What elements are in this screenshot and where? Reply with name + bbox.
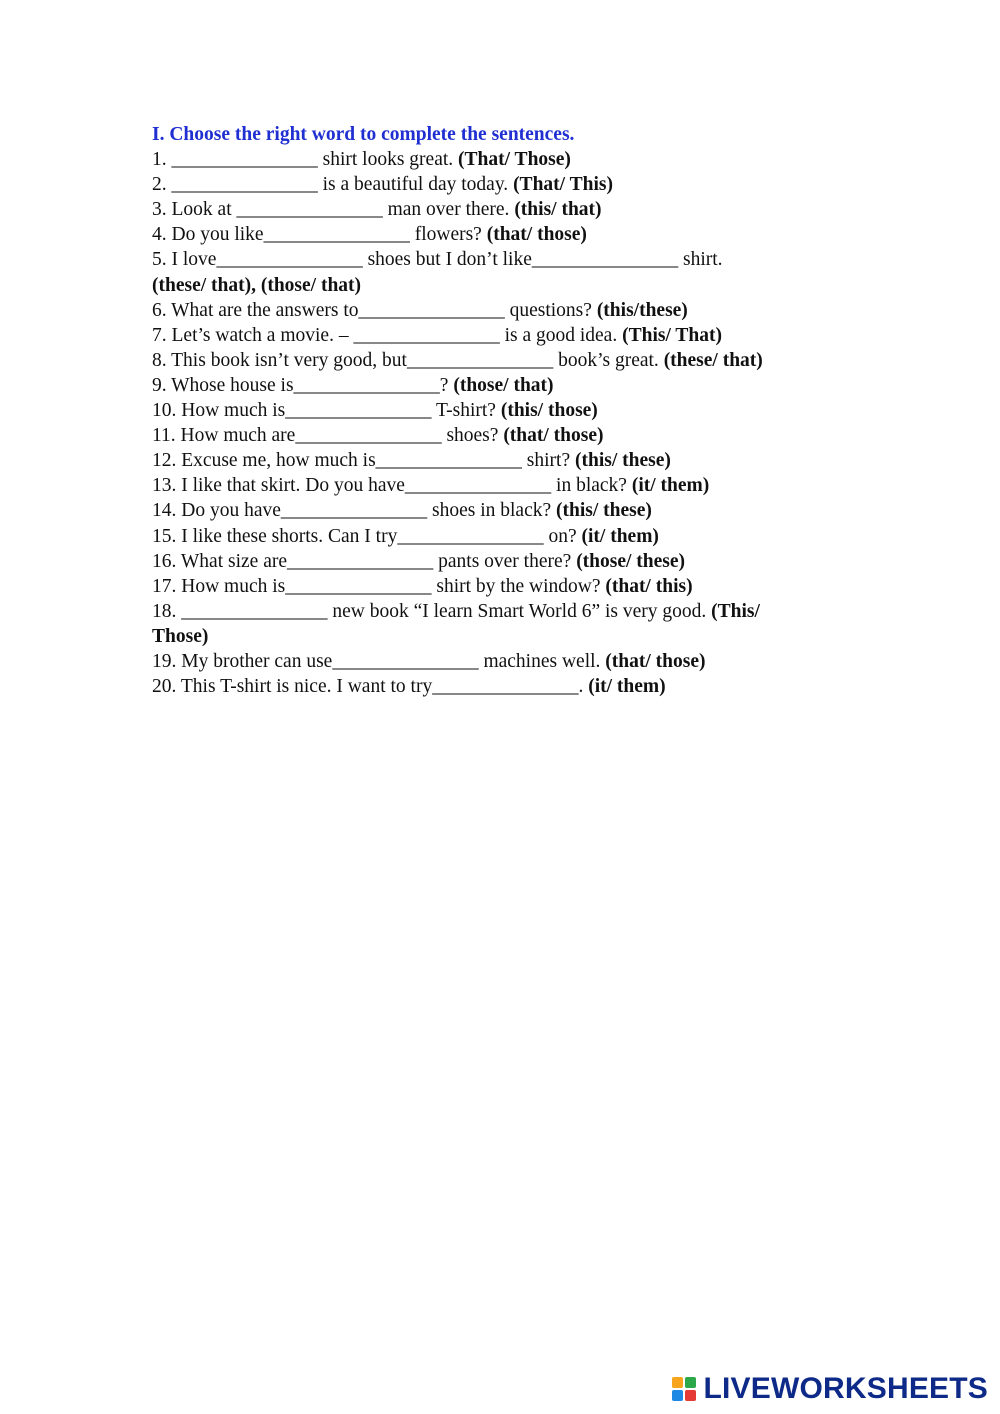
exercise-line [152, 147, 872, 172]
exercise-line [152, 448, 872, 473]
line-options: (it/ them) [581, 525, 659, 547]
line-text: 15. I like these shorts. Can I try_______________ on? [152, 525, 582, 547]
exercise-line [152, 674, 872, 699]
logo-square-3 [672, 1390, 683, 1401]
exercise-line [152, 222, 872, 247]
liveworksheets-logo-icon [672, 1377, 696, 1401]
line-text: 6. What are the answers to_______________ questions? [152, 299, 597, 321]
line-options: (these/ that) [663, 349, 763, 371]
logo-square-1 [672, 1377, 683, 1388]
line-text: 3. Look at _______________ man over there. [152, 199, 515, 221]
line-options: (that/ those) [605, 650, 706, 672]
line-text: 2. _______________ is a beautiful day today. [152, 174, 514, 196]
logo-square-2 [685, 1377, 696, 1388]
liveworksheets-logo [672, 1372, 989, 1406]
exercise-line [152, 373, 872, 398]
line-options: (this/ that) [514, 199, 602, 221]
exercise-line [152, 197, 872, 222]
line-options: (this/ these) [575, 450, 671, 472]
line-text: 10. How much is_______________ T-shirt? [152, 400, 501, 422]
logo-text: LIVEWORKSHEETS [703, 1372, 988, 1405]
exercise-line [152, 298, 872, 323]
line-text: 14. Do you have_______________ shoes in black? [152, 500, 557, 522]
line-text: 20. This T-shirt is nice. I want to try_______________. [152, 676, 589, 698]
line-options: (those/ these) [576, 550, 686, 572]
exercise-line [152, 423, 872, 448]
line-options: Those) [152, 625, 209, 647]
line-options: (it/ them) [631, 475, 710, 497]
line-text: 12. Excuse me, how much is_______________ shirt? [152, 450, 575, 472]
line-text: 9. Whose house is_______________? [152, 374, 454, 396]
line-text: 16. What size are_______________ pants over there? [152, 550, 577, 572]
exercise-line [152, 524, 872, 549]
exercise-line [152, 624, 872, 649]
line-options: (This/ That) [622, 324, 722, 346]
exercise-line [152, 247, 872, 272]
line-text: 5. I love_______________ shoes but I don’t like_______________ shirt. [152, 249, 723, 271]
line-options: (That/ This) [513, 174, 613, 196]
line-text: 17. How much is_______________ shirt by the window? [152, 575, 606, 597]
exercise-line [152, 323, 872, 348]
exercise-line [152, 498, 872, 523]
line-text: 1. _______________ shirt looks great. [152, 149, 459, 171]
line-text: 19. My brother can use_______________ machines well. [152, 650, 606, 672]
line-text: 11. How much are_______________ shoes? [152, 425, 504, 447]
line-options: (this/these) [596, 299, 688, 321]
line-text: 8. This book isn’t very good, but_______________ book’s great. [152, 349, 664, 371]
exercise-lines [152, 147, 872, 699]
exercise-line [152, 574, 872, 599]
line-options: (that/ this) [605, 575, 693, 597]
line-options: (those/ that) [453, 374, 554, 396]
line-options: (that/ those) [486, 224, 587, 246]
exercise-line [152, 348, 872, 373]
line-text: 7. Let’s watch a movie. – _______________ is a good idea. [152, 324, 623, 346]
exercise-heading: I. Choose the right word to complete the sentences. [152, 124, 575, 145]
exercise-line [152, 273, 872, 298]
line-options: (it/ them) [588, 676, 666, 698]
exercise-line [152, 649, 872, 674]
worksheet [152, 122, 872, 699]
line-options: (these/ that), (those/ that) [152, 274, 362, 296]
line-options: (that/ those) [503, 425, 604, 447]
line-options: (That/ Those) [458, 149, 571, 171]
line-text: 13. I like that skirt. Do you have_______________ in black? [152, 475, 632, 497]
line-options: (this/ these) [556, 500, 652, 522]
exercise-line [152, 172, 872, 197]
exercise-line [152, 599, 872, 624]
line-text: 18. _______________ new book “I learn Smart World 6” is very good. [152, 600, 712, 622]
line-text: 4. Do you like_______________ flowers? [152, 224, 487, 246]
line-options: (this/ those) [500, 400, 598, 422]
exercise-line [152, 398, 872, 423]
line-options: (This/ [711, 600, 760, 622]
logo-square-4 [685, 1390, 696, 1401]
exercise-line [152, 549, 872, 574]
exercise-line [152, 473, 872, 498]
